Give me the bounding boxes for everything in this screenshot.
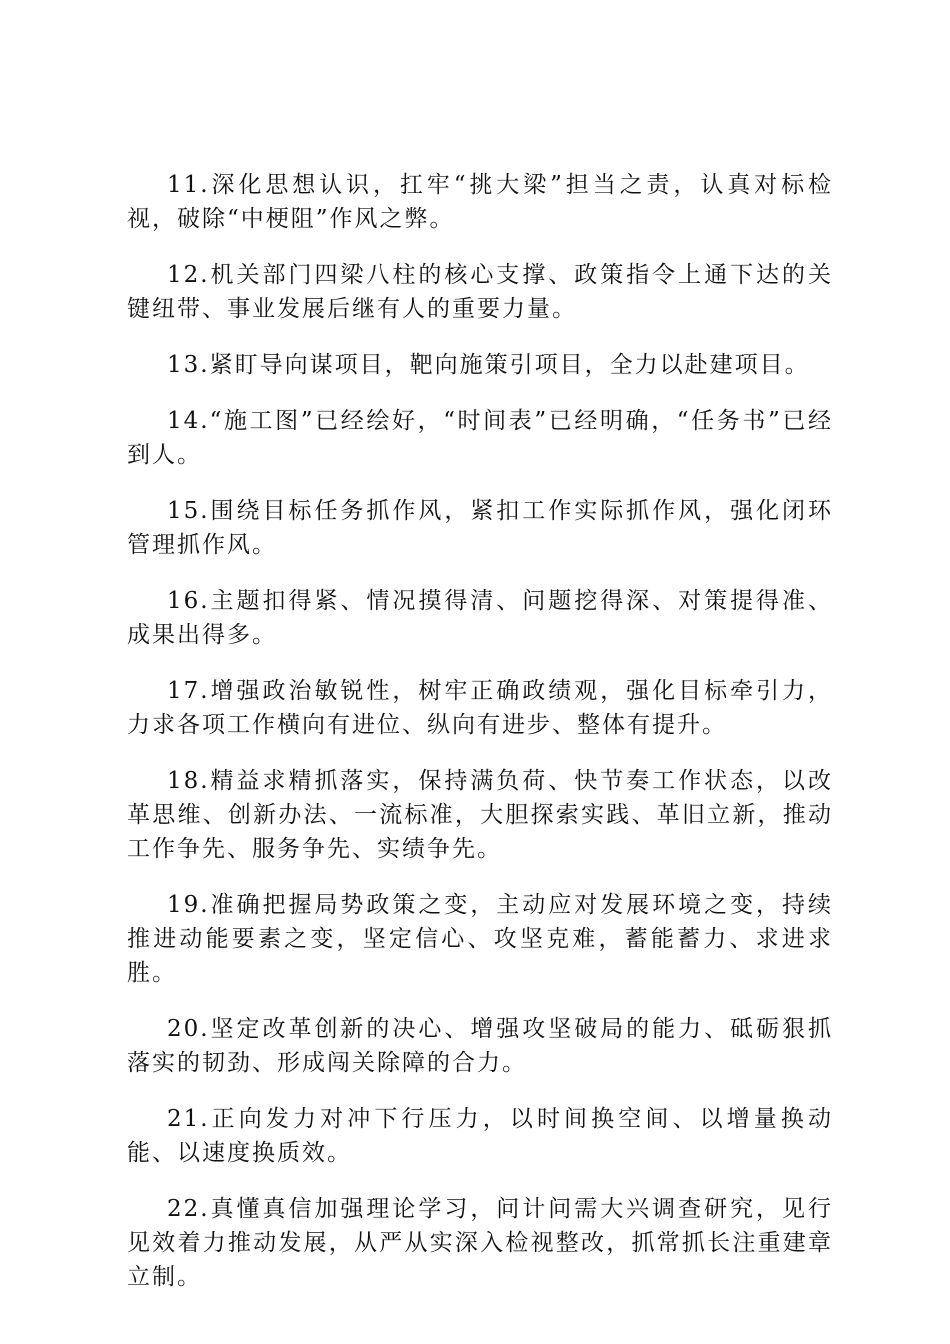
- paragraph-11: 11.深化思想认识，扛牢“挑大梁”担当之责，认真对标检视，破除“中梗阻”作风之弊。: [127, 172, 833, 232]
- paragraph-17: 17.增强政治敏锐性，树牢正确政绩观，强化目标牵引力，力求各项工作横向有进位、纵向有进步、整体有提升。: [127, 678, 833, 738]
- paragraph-19: 19.准确把握局势政策之变，主动应对发展环境之变，持续推进动能要素之变，坚定信心、攻坚克难，蓄能蓄力、求进求胜。: [127, 892, 833, 986]
- paragraph-20: 20.坚定改革创新的决心、增强攻坚破局的能力、砥砺狠抓落实的韧劲、形成闯关除障的合力。: [127, 1016, 833, 1076]
- paragraph-16: 16.主题扣得紧、情况摸得清、问题挖得深、对策提得准、成果出得多。: [127, 588, 833, 648]
- document-body: [127, 168, 833, 1316]
- paragraph-21: 21.正向发力对冲下行压力，以时间换空间、以增量换动能、以速度换质效。: [127, 1106, 833, 1166]
- paragraph-14: 14.“施工图”已经绘好，“时间表”已经明确，“任务书”已经到人。: [127, 408, 833, 468]
- paragraph-12: 12.机关部门四梁八柱的核心支撑、政策指令上通下达的关键纽带、事业发展后继有人的重要力量。: [127, 262, 833, 322]
- paragraph-18: 18.精益求精抓落实，保持满负荷、快节奏工作状态，以改革思维、创新办法、一流标准，大胆探索实践、革旧立新，推动工作争先、服务争先、实绩争先。: [127, 768, 833, 862]
- paragraph-15: 15.围绕目标任务抓作风，紧扣工作实际抓作风，强化闭环管理抓作风。: [127, 498, 833, 558]
- paragraph-22: 22.真懂真信加强理论学习，问计问需大兴调查研究，见行见效着力推动发展，从严从实深入检视整改，抓常抓长注重建章立制。: [127, 1196, 833, 1290]
- paragraph-13: 13.紧盯导向谋项目，靶向施策引项目，全力以赴建项目。: [167, 352, 810, 378]
